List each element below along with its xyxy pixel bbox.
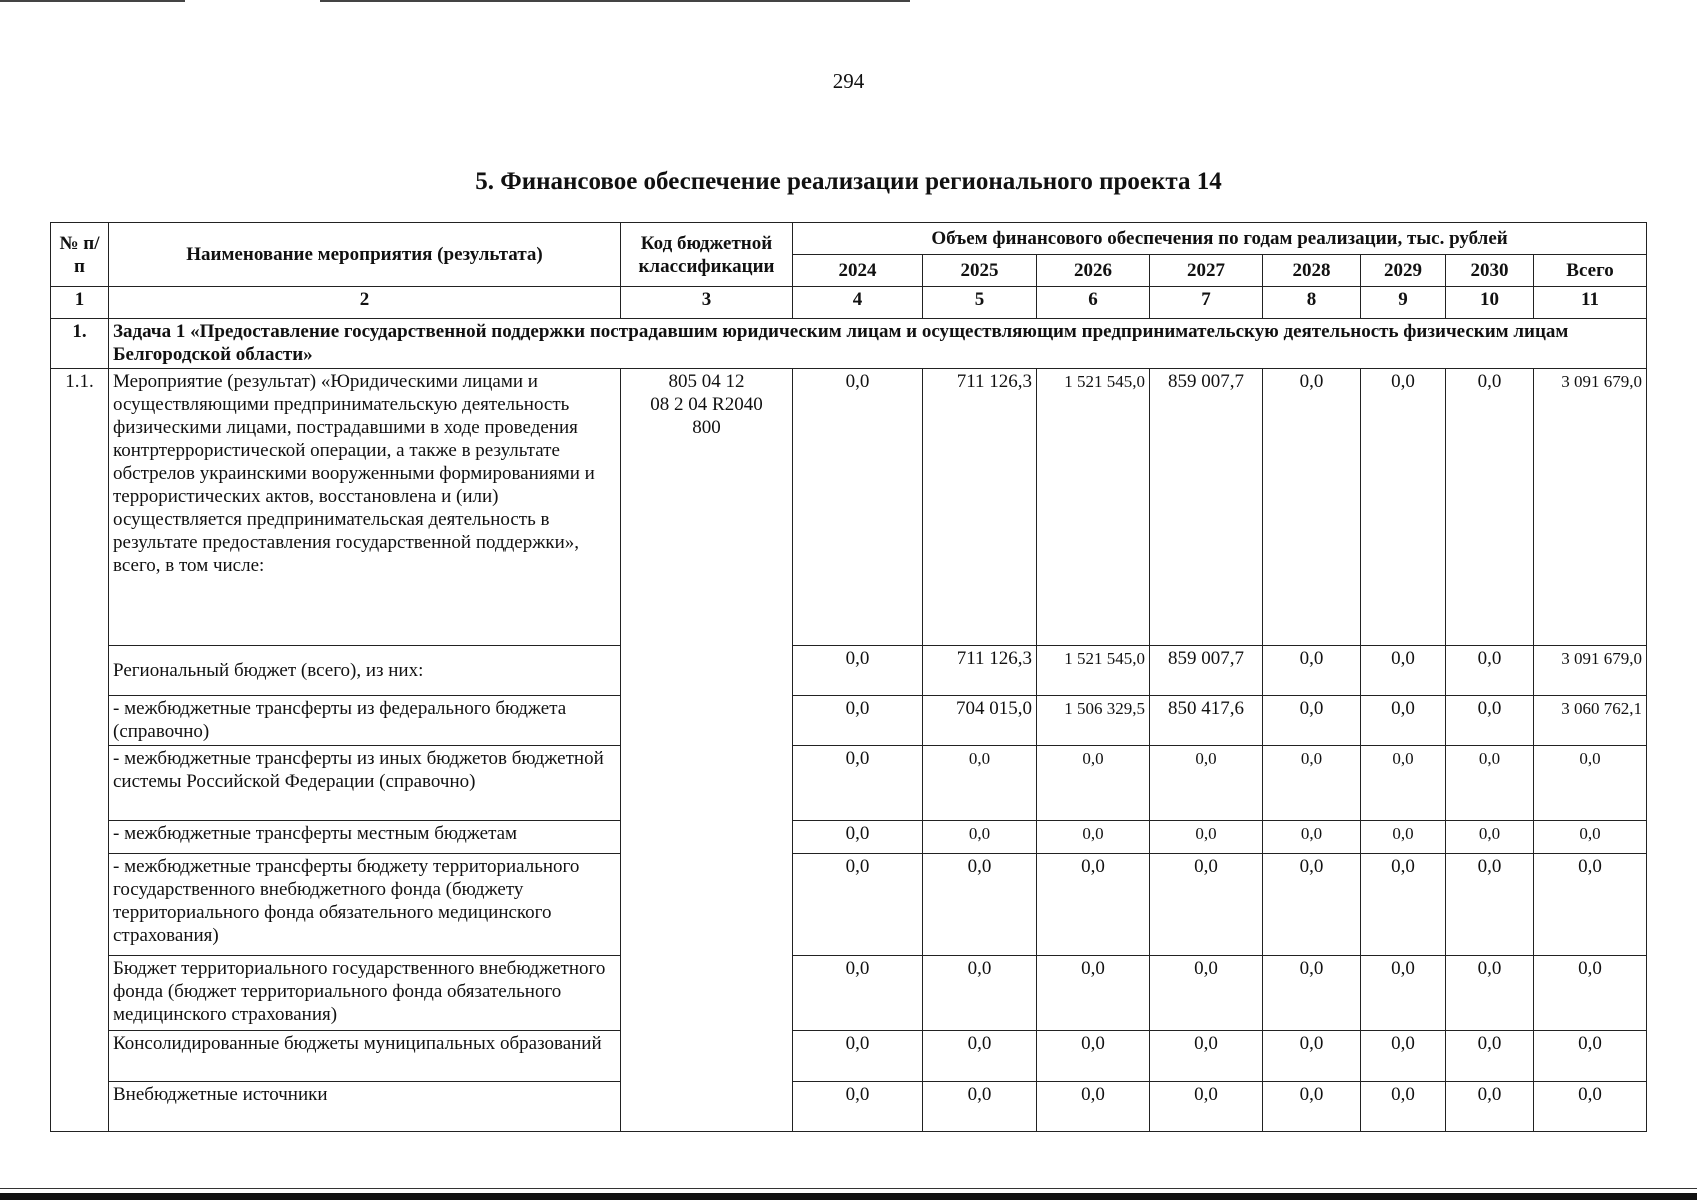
value-2027: 0,0 — [1150, 955, 1263, 1030]
value-2029: 0,0 — [1361, 955, 1446, 1030]
value-2026: 0,0 — [1037, 1081, 1150, 1131]
value-2029: 0,0 — [1361, 821, 1446, 854]
page-title: 5. Финансовое обеспечение реализации регионального проекта 14 — [475, 168, 1222, 195]
value-2030: 0,0 — [1446, 1030, 1534, 1081]
table-row — [51, 1030, 1647, 1081]
row-name: Внебюджетные источники — [109, 1081, 621, 1131]
value-2027: 850 417,6 — [1150, 695, 1263, 745]
value-2030: 0,0 — [1446, 369, 1534, 646]
value-total: 3 091 679,0 — [1534, 369, 1647, 646]
header-year-2027: 2027 — [1150, 255, 1263, 287]
value-total: 0,0 — [1534, 854, 1647, 955]
value-2027: 0,0 — [1150, 821, 1263, 854]
row-name: - межбюджетные трансферты местным бюджетам — [109, 821, 621, 854]
value-2024: 0,0 — [793, 1081, 923, 1131]
column-number: 7 — [1150, 287, 1263, 319]
row-name: - межбюджетные трансферты из иных бюджетов бюджетной системы Российской Федерации (справочно) — [109, 746, 621, 821]
header-total: Всего — [1534, 255, 1647, 287]
value-total: 3 060 762,1 — [1534, 695, 1647, 745]
header-code: Код бюджетной классификации — [621, 223, 793, 287]
value-2025: 0,0 — [923, 1081, 1037, 1131]
column-number: 11 — [1534, 287, 1647, 319]
value-2029: 0,0 — [1361, 1030, 1446, 1081]
table-row — [51, 369, 1647, 646]
table-row — [51, 695, 1647, 745]
value-2024: 0,0 — [793, 645, 923, 695]
value-total: 0,0 — [1534, 1081, 1647, 1131]
value-2026: 0,0 — [1037, 821, 1150, 854]
header-volume: Объем финансового обеспечения по годам реализации, тыс. рублей — [793, 223, 1647, 255]
value-2024: 0,0 — [793, 821, 923, 854]
value-2024: 0,0 — [793, 1030, 923, 1081]
value-total: 0,0 — [1534, 1030, 1647, 1081]
value-2026: 0,0 — [1037, 1030, 1150, 1081]
header-year-2028: 2028 — [1263, 255, 1361, 287]
top-rule-right — [320, 0, 910, 2]
column-number: 10 — [1446, 287, 1534, 319]
value-2030: 0,0 — [1446, 695, 1534, 745]
value-2025: 0,0 — [923, 854, 1037, 955]
row-name: - межбюджетные трансферты из федерального бюджета (справочно) — [109, 695, 621, 745]
value-2027: 859 007,7 — [1150, 369, 1263, 646]
value-total: 0,0 — [1534, 955, 1647, 1030]
column-number: 6 — [1037, 287, 1150, 319]
bottom-rule-thin — [0, 1188, 1697, 1189]
task-number: 1. — [51, 319, 109, 369]
table-row — [51, 746, 1647, 821]
value-2025: 0,0 — [923, 821, 1037, 854]
value-2028: 0,0 — [1263, 821, 1361, 854]
task-row — [51, 319, 1647, 369]
value-2024: 0,0 — [793, 746, 923, 821]
header-year-2030: 2030 — [1446, 255, 1534, 287]
row-name: - межбюджетные трансферты бюджету территориального государственного внебюджетного фонда (бюджету территориального фонда обязательного медицинского страхования) — [109, 854, 621, 955]
table-row — [51, 821, 1647, 854]
value-total: 0,0 — [1534, 821, 1647, 854]
value-2027: 0,0 — [1150, 854, 1263, 955]
value-2029: 0,0 — [1361, 746, 1446, 821]
value-2025: 0,0 — [923, 955, 1037, 1030]
value-2026: 1 506 329,5 — [1037, 695, 1150, 745]
row-number: 1.1. — [51, 369, 109, 1132]
top-rule-left — [0, 0, 185, 2]
value-2029: 0,0 — [1361, 645, 1446, 695]
value-2030: 0,0 — [1446, 821, 1534, 854]
row-name: Бюджет территориального государственного внебюджетного фонда (бюджет территориального фонда обязательного медицинского страхования) — [109, 955, 621, 1030]
table-row — [51, 955, 1647, 1030]
value-2030: 0,0 — [1446, 645, 1534, 695]
value-2026: 1 521 545,0 — [1037, 369, 1150, 646]
header-year-2024: 2024 — [793, 255, 923, 287]
page-number: 294 — [832, 69, 865, 93]
value-2028: 0,0 — [1263, 645, 1361, 695]
budget-code: 805 04 12 08 2 04 R2040 800 — [621, 369, 793, 1132]
value-2027: 0,0 — [1150, 1030, 1263, 1081]
value-2025: 704 015,0 — [923, 695, 1037, 745]
row-name: Консолидированные бюджеты муниципальных образований — [109, 1030, 621, 1081]
value-2029: 0,0 — [1361, 695, 1446, 745]
bottom-rule — [0, 1193, 1697, 1200]
value-2030: 0,0 — [1446, 955, 1534, 1030]
value-total: 0,0 — [1534, 746, 1647, 821]
value-2025: 0,0 — [923, 746, 1037, 821]
value-2029: 0,0 — [1361, 854, 1446, 955]
column-number: 1 — [51, 287, 109, 319]
value-2026: 0,0 — [1037, 746, 1150, 821]
value-2029: 0,0 — [1361, 1081, 1446, 1131]
value-2030: 0,0 — [1446, 746, 1534, 821]
value-2026: 0,0 — [1037, 854, 1150, 955]
table-row — [51, 645, 1647, 695]
value-total: 3 091 679,0 — [1534, 645, 1647, 695]
value-2029: 0,0 — [1361, 369, 1446, 646]
header-year-2029: 2029 — [1361, 255, 1446, 287]
value-2024: 0,0 — [793, 369, 923, 646]
value-2028: 0,0 — [1263, 746, 1361, 821]
value-2025: 0,0 — [923, 1030, 1037, 1081]
value-2027: 859 007,7 — [1150, 645, 1263, 695]
value-2024: 0,0 — [793, 695, 923, 745]
table-row — [51, 1081, 1647, 1131]
table-row — [51, 854, 1647, 955]
row-name: Региональный бюджет (всего), из них: — [109, 645, 621, 695]
column-number: 9 — [1361, 287, 1446, 319]
column-number: 8 — [1263, 287, 1361, 319]
value-2028: 0,0 — [1263, 955, 1361, 1030]
value-2026: 1 521 545,0 — [1037, 645, 1150, 695]
value-2028: 0,0 — [1263, 854, 1361, 955]
value-2025: 711 126,3 — [923, 645, 1037, 695]
value-2028: 0,0 — [1263, 1030, 1361, 1081]
value-2028: 0,0 — [1263, 369, 1361, 646]
column-number: 4 — [793, 287, 923, 319]
header-no: № п/п — [51, 223, 109, 287]
value-2026: 0,0 — [1037, 955, 1150, 1030]
value-2028: 0,0 — [1263, 1081, 1361, 1131]
value-2024: 0,0 — [793, 955, 923, 1030]
header-name: Наименование мероприятия (результата) — [109, 223, 621, 287]
row-name: Мероприятие (результат) «Юридическими лицами и осуществляющими предпринимательскую деятельность физическими лицами, пострадавшими в ходе проведения контртеррористической операции, а также в результате обстрелов украинскими вооруженными формированиями и террористических актов, восстановлена и (или) осуществляется предпринимательская деятельность в результате предоставления государственной поддержки», всего, в том числе: — [109, 369, 621, 646]
header-year-2025: 2025 — [923, 255, 1037, 287]
column-number: 5 — [923, 287, 1037, 319]
financing-table — [50, 222, 1647, 1132]
column-number: 2 — [109, 287, 621, 319]
value-2030: 0,0 — [1446, 1081, 1534, 1131]
value-2025: 711 126,3 — [923, 369, 1037, 646]
value-2027: 0,0 — [1150, 1081, 1263, 1131]
value-2030: 0,0 — [1446, 854, 1534, 955]
value-2027: 0,0 — [1150, 746, 1263, 821]
value-2024: 0,0 — [793, 854, 923, 955]
header-year-2026: 2026 — [1037, 255, 1150, 287]
value-2028: 0,0 — [1263, 695, 1361, 745]
column-numbers-row — [51, 287, 1647, 319]
column-number: 3 — [621, 287, 793, 319]
task-text: Задача 1 «Предоставление государственной поддержки пострадавшим юридическим лицам и осуществляющим предпринимательскую деятельность физическим лицам Белгородской области» — [109, 319, 1647, 369]
